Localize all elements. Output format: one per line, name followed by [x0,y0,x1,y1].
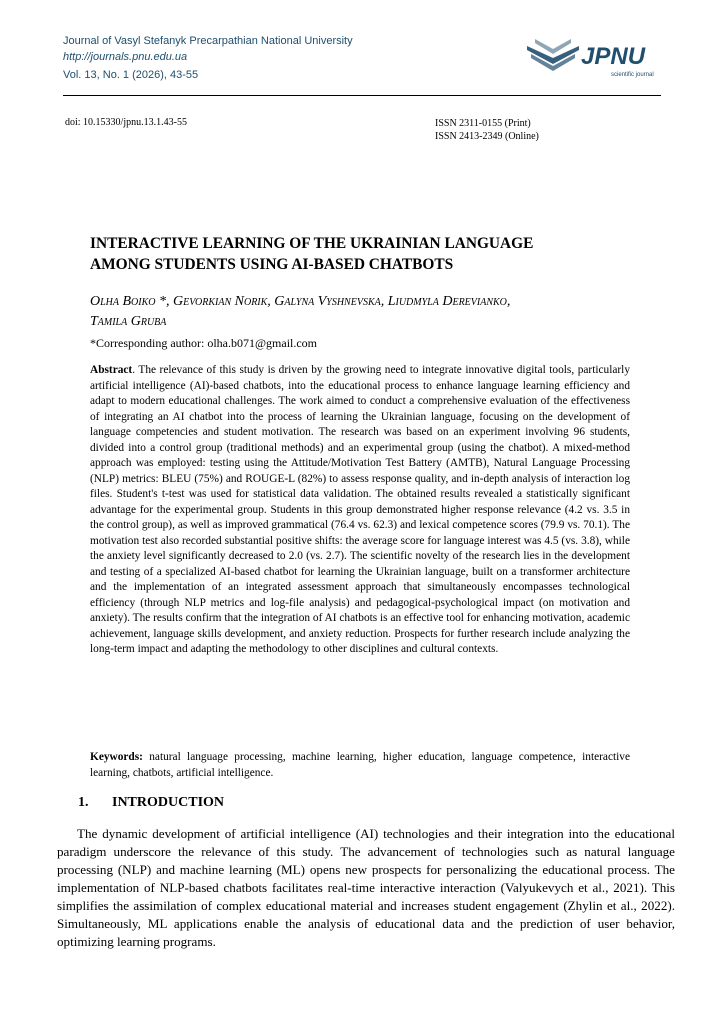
authors-line-2: Tamila Gruba [90,314,167,329]
header-divider [63,95,661,96]
jpnu-logo [525,34,665,82]
issn-print: ISSN 2311-0155 (Print) [435,118,531,129]
section-number: 1. [78,795,89,810]
journal-volume: Vol. 13, No. 1 (2026), 43-55 [63,69,199,81]
article-title [90,233,610,275]
title-line-2: AMONG STUDENTS USING AI-BASED CHATBOTS [90,256,454,273]
authors-line-1: Olha Boiko *, Gevorkian Norik, Galyna Vyshnevska, Liudmyla Derevianko, [90,294,511,309]
authors [90,292,630,332]
abstract-label: Abstract [90,364,133,376]
issn-online: ISSN 2413-2349 (Online) [435,131,539,142]
keywords-text: natural language processing, machine learning, higher education, language competence, interactive learning, chatbots, artificial intelligence. [90,751,630,779]
logo-text: JPNU [581,43,646,70]
journal-name: Journal of Vasyl Stefanyk Precarpathian National University [63,35,353,47]
abstract [90,363,630,658]
abstract-text: . The relevance of this study is driven by the growing need to integrate innovative digital tools, particularly artificial intelligence (AI)-based chatbots, into the educational process to enhance language learning efficiency and adapt to modern educational challenges. The work aimed to conduct a comprehensive evaluation of the effectiveness of integrating an AI chatbot into the process of learning the Ukrainian language, focusing on the development of language competencies and student motivation. The research was based on an experiment involving 96 students, divided into a control group (traditional methods) and an experimental group (using the chatbot). A mixed-method approach was employed: testing using the Attitude/Motivation Test Battery (AMTB), Natural Language Processing (NLP) metrics: BLEU (75%) and ROUGE-L (82%) to assess response quality, and in-depth analysis of interaction log files. Student's t-test was used for statistical data validation. The obtained results revealed a statistically significant advantage for the experimental group. Students in this group demonstrated higher response relevance (4.2 vs. 3.5 in the control group), as well as improved grammatical (76.4 vs. 62.3) and lexical competence scores (79.9 vs. 70.1). The motivation test also recorded substantial positive shifts: the average score for language interest was 4.5 (vs. 3.8), while the anxiety level significantly decreased to 2.0 (vs. 2.7). The scientific novelty of the research lies in the development and testing of a specialized AI-based chatbot for learning the Ukrainian language, built on a transformer architecture and the implementation of an integrated assessment approach that simultaneously encompasses technological efficiency (through NLP metrics and log-file analysis) and pedagogical-psychological impact (on motivation and anxiety). The results confirm that the integration of AI chatbots is an effective tool for enhancing motivation, academic achievement, language skills development, and anxiety reduction. Prospects for further research include analyzing the long-term impact and adapting the methodology to other disciplines and cultural contexts. [90,364,630,655]
title-line-1: INTERACTIVE LEARNING OF THE UKRAINIAN LANGUAGE [90,235,534,252]
section-heading-introduction [78,795,224,811]
section-title: INTRODUCTION [112,795,225,810]
journal-url[interactable]: http://journals.pnu.edu.ua [63,51,188,63]
issn-block [435,117,539,143]
corresponding-author: *Corresponding author: olha.b071@gmail.com [90,336,318,350]
introduction-paragraph: The dynamic development of artificial intelligence (AI) technologies and their integration into the educational paradigm underscore the relevance of this study. The advancement of technologies such as natural language processing (NLP) and machine learning (ML) opens new prospects for personalizing the educational process. The implementation of NLP-based chatbots facilitates real-time interactive interaction (Valyukevych et al., 2021). This simplifies the assimilation of complex educational material and increases student engagement (Zhylin et al., 2022). Simultaneously, ML applications enable the analysis of educational data and the prediction of user behavior, optimizing learning programs. [57,826,675,949]
journal-header [63,33,463,83]
logo-subtext: scientific journal [611,72,654,78]
doi[interactable]: doi: 10.15330/jpnu.13.1.43-55 [65,117,187,128]
keywords-label: Keywords: [90,751,143,763]
keywords [90,750,630,781]
